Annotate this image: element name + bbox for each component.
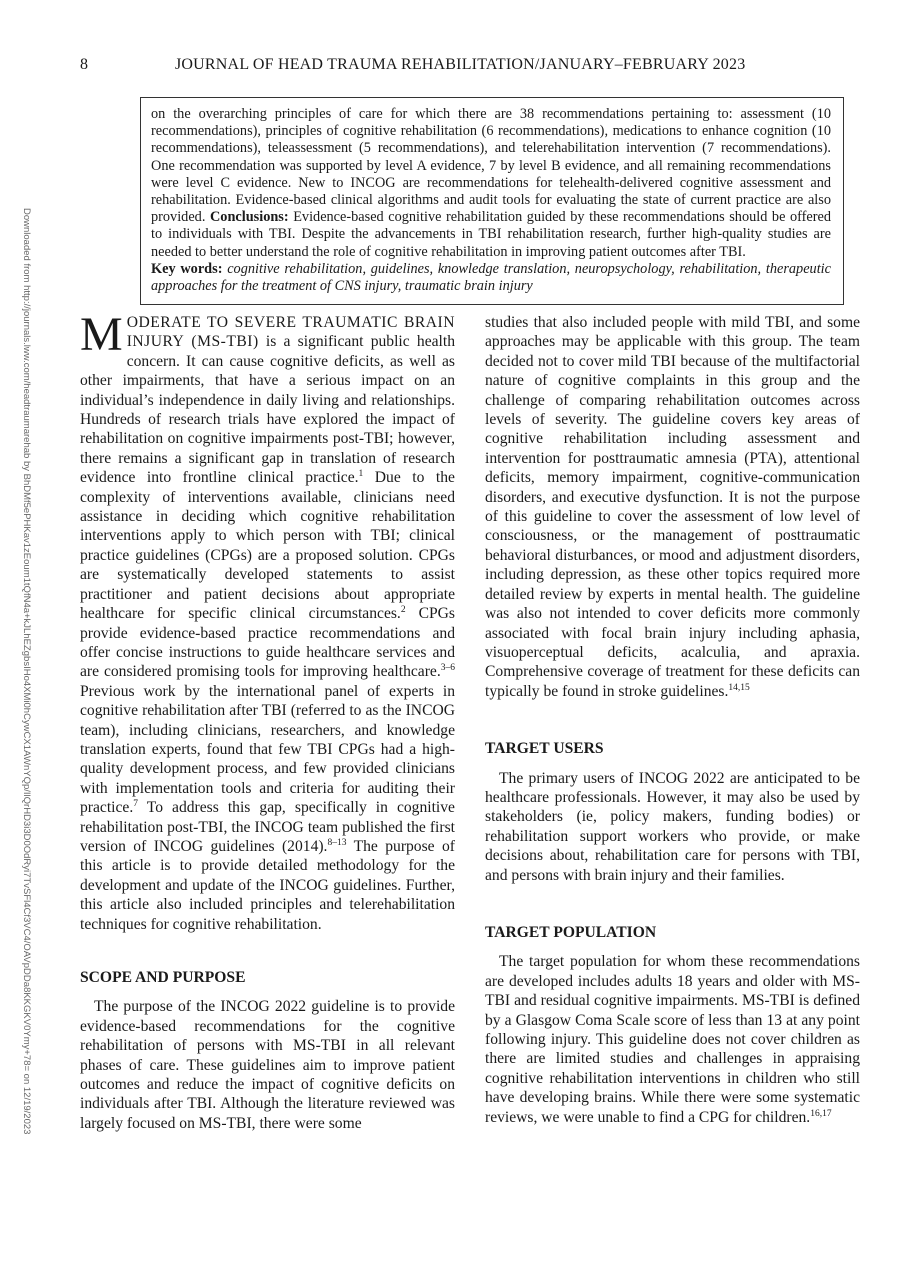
download-watermark [20,208,34,1135]
citation: 2 [400,605,406,616]
intro-text-b: Due to the complexity of interventions available, clinicians need assistance in deciding which cognitive rehabilitation interventions apply to which person with TBI; clinical practice guidelines (CPGs) are a proposed solution. CPGs are systematically developed statements to assist practitioner and patient decisions about appropriate healthcare for specific clinical circumstances. [80,469,455,623]
citation: 7 [133,799,138,810]
scope-text-continued: studies that also included people with mild TBI, and some approaches may be applicable with this group. The team decided not to cover mild TBI because of the multifactorial nature of cognitive complaints in this group and the challenge of comparing rehabilitation outcomes across levels of severity. The guideline covers key areas of cognitive rehabilitation including assessment and intervention for posttraumatic amnesia (PTA), attentional deficits, memory impairment, cognitive-communication disorders, and executive dysfunction. It is not the purpose of this guideline to cover the assessment of low level of consciousness, or the management of posttraumatic behavioral disturbances, or mood and adjustment disorders, including depression, as these other topics required more detailed review by experts in mental health. The guideline was also not intended to cover deficits more commonly associated with focal brain injury including aphasia, visuoperceptual deficits, acalculia, and apraxia. Comprehensive coverage of treatment for these deficits can typically be found in stroke guidelines. [485,314,860,700]
abstract-results-text: on the overarching principles of care for which there are 38 recommendations pertaining to: assessment (10 recommendations), principles of cognitive rehabilitation (6 recommendations), medications to enhance cognition (10 recommendations), teleassessment (5 recommendations), and telerehabilitation intervention (7 recommendations). One recommendation was supported by level A evidence, 7 by level B evidence, and all remaining recommendations were level C evidence. New to INCOG are recommendations for telehealth-delivered cognitive assessment and rehabilitation. Evidence-based clinical algorithms and audit tools for evaluating the state of current practice are also provided. [151,106,831,226]
running-header [0,56,923,80]
intro-text-e: To address this gap, specifically in cognitive rehabilitation post-TBI, the INCOG team published the first version of INCOG guidelines (2014). [80,799,455,855]
keywords-label: Key words: [151,260,223,277]
left-column [80,308,456,1133]
conclusions-label: Conclusions: [209,209,289,226]
abstract-box [140,97,844,305]
section-heading-target-users: TARGET USERS [485,740,604,758]
target-population-text: The target population for whom these recommendations are developed includes adults 18 years and older with MS-TBI and residual cognitive impairments. MS-TBI is defined by a Glasgow Coma Scale score of less than 13 at any point following injury. This guideline does not cover children as there are limited studies and challenges in appraising cognitive rehabilitation interventions in children who still have developing brains. While there were some systematic reviews, we were unable to find a CPG for children. [485,953,860,1126]
intro-text-a: is a significant public health concern. It can cause cognitive deficits, as well as other impairments, that have a serious impact on an individual’s independence in daily living and relationships. Hundreds of research trials have explored the impact of rehabilitation on cognitive impairments post-TBI; however, there remains a significant gap in translation of research evidence into frontline clinical practice. [80,333,456,487]
right-column [485,313,860,1127]
citation: 3–6 [440,663,455,674]
drop-cap: M [80,308,123,361]
page-number: 8 [80,56,88,73]
target-users-paragraph: The primary users of INCOG 2022 are anticipated to be healthcare professionals. However, it may also be used by stakeholders (ie, policy makers, funding bodies) or rehabilitation support workers who provide, or make decisions about, rehabilitation care for persons with TBI, and persons with brain injury and their families. [485,769,860,884]
download-notice: Downloaded from http://journals.lww.com/headtraumarehab by BhDMf5ePHKav1zEoum1tQfN4a+kJLhEZgbsIHo4XMi0hCywCX1AWnYQp/IlQrHD3i3D0OdRyi7TvSFl4Cf3VC4/OAVpDDa8KKGKV0Ymy+78= on 12/19/2023 [21,208,32,1135]
citation: 14,15 [728,682,750,693]
intro-text-c: CPGs provide evidence-based practice recommendations and offer concise instructions to guide healthcare services and are considered promising tools for improving healthcare. [80,605,455,681]
section-heading-scope: SCOPE AND PURPOSE [80,969,246,986]
scope-paragraph-continued [485,313,860,701]
intro-lead: ODERATE TO SEVERE TRAUMATIC BRAIN INJURY (MS-TBI) [126,314,455,351]
conclusions-text: Evidence-based cognitive rehabilitation guided by these recommendations should be offered to individuals with TBI. Despite the advancements in TBI rehabilitation research, further high-quality studies are needed to better understand the role of cognitive rehabilitation in improving patient outcomes after TBI. [151,209,831,260]
citation: 16,17 [810,1108,832,1119]
intro-paragraph [80,308,456,934]
journal-title: JOURNAL OF HEAD TRAUMA REHABILITATION/JANUARY–FEBRUARY 2023 [175,56,746,73]
section-heading-target-population: TARGET POPULATION [485,923,657,941]
intro-text-f: The purpose of this article is to provide detailed methodology for the development and update of the INCOG guidelines. Further, this article also included principles and telerehabilitation techniques for cognitive rehabilitation. [80,837,455,933]
target-population-paragraph [485,952,860,1127]
scope-paragraph: The purpose of the INCOG 2022 guideline is to provide evidence-based recommendations for the cognitive rehabilitation of persons with MS-TBI in all relevant phases of care. These guidelines aim to improve patient outcomes and reduce the impact of cognitive deficits on individuals after TBI. Although the literature reviewed was largely focused on MS-TBI, there were some [80,998,455,1132]
keywords-text: cognitive rehabilitation, guidelines, knowledge translation, neuropsychology, rehabilitation, therapeutic approaches for the treatment of CNS injury, traumatic brain injury [151,260,831,295]
citation: 1 [358,469,364,480]
intro-text-d: Previous work by the international panel of experts in cognitive rehabilitation after TBI (referred to as the INCOG team), including clinicians, researchers, and knowledge translation experts, found that few TBI CPGs had a high-quality development process, and few provided clinicians with implementation tools and criteria for auditing their practice. [80,682,455,817]
citation: 8–13 [327,837,347,848]
